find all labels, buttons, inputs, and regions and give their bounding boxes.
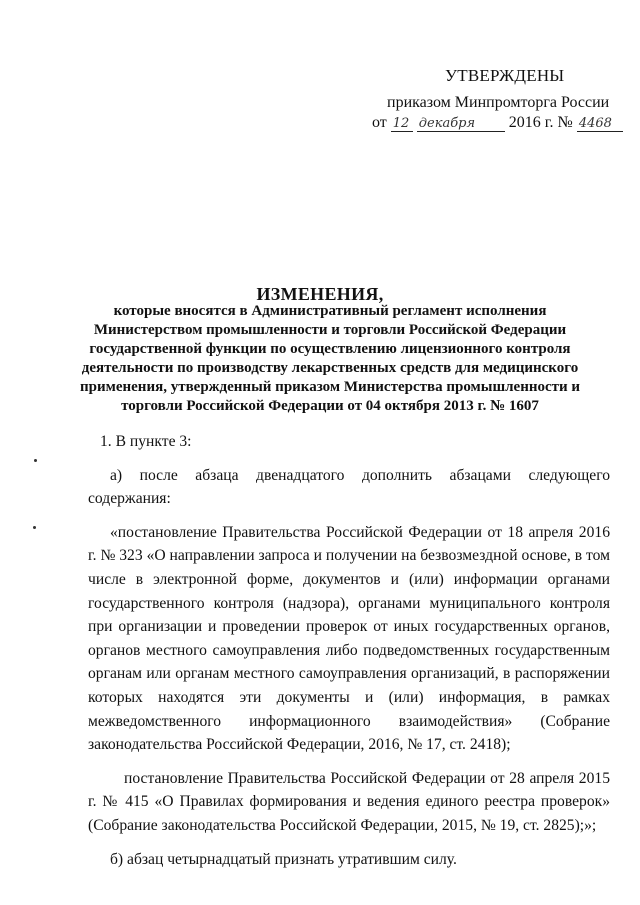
handwritten-order-number: 4468 xyxy=(577,116,623,132)
subtitle-line: которые вносятся в Административный регламент исполнения xyxy=(113,303,547,319)
subitem-a: а) после абзаца двенадцатого дополнить абзацами следующего содержания: xyxy=(88,466,610,508)
subtitle-line: торговли Российской Федерации от 04 октября 2013 г. № 1607 xyxy=(121,398,539,414)
item-1: 1. В пункте 3: xyxy=(100,433,192,450)
scan-speck xyxy=(34,459,37,462)
document-subtitle xyxy=(80,302,580,416)
handwritten-month: декабря xyxy=(417,116,505,132)
document-title: ИЗМЕНЕНИЯ, xyxy=(256,284,384,304)
subitem-b: б) абзац четырнадцатый признать утратившим силу. xyxy=(110,850,457,868)
subtitle-line: применения, утвержденный приказом Министерства промышленности и xyxy=(80,379,581,395)
quote-paragraph-1: «постановление Правительства Российской Федерации от 18 апреля 2016 г. № 323 «О направлении запроса и получении на безвозмездной основе, в том числе в электронной форме, документов и (или) информации органами государственного контроля (надзора), органами муниципального контроля при организации и проведении проверок от иных государственных органов, органов местного самоуправления либо подведомственных государственным органам или органам местного самоуправления организаций, в распоряжении которых находятся эти документы и (или) информация, в рамках межведомственного информационного взаимодействия» (Собрание законодательства Российской Федерации, 2016, № 17, ст. 2418); xyxy=(88,523,610,754)
handwritten-day: 12 xyxy=(391,116,413,132)
subtitle-line: Министерством промышленности и торговли Российской Федерации xyxy=(93,322,567,338)
date-year: 2016 г. № xyxy=(508,114,573,131)
subtitle-line: государственной функции по осуществлению лицензионного контроля xyxy=(89,341,571,357)
quote-paragraph-2: постановление Правительства Российской Федерации от 28 апреля 2015 г. № 415 «О Правилах формирования и ведения единого реестра проверок» (Собрание законодательства Российской Федерации, 2015, № 19, ст. 2825);»; xyxy=(88,769,610,834)
subtitle-line: деятельности по производству лекарственных средств для медицинского xyxy=(81,360,579,376)
date-prefix: от xyxy=(372,114,387,131)
document-body xyxy=(88,430,610,881)
approval-title: УТВЕРЖДЕНЫ xyxy=(445,66,565,85)
approval-date-line xyxy=(372,114,623,132)
scan-speck xyxy=(33,526,36,529)
approval-order-line: приказом Минпромторга России xyxy=(387,94,610,111)
